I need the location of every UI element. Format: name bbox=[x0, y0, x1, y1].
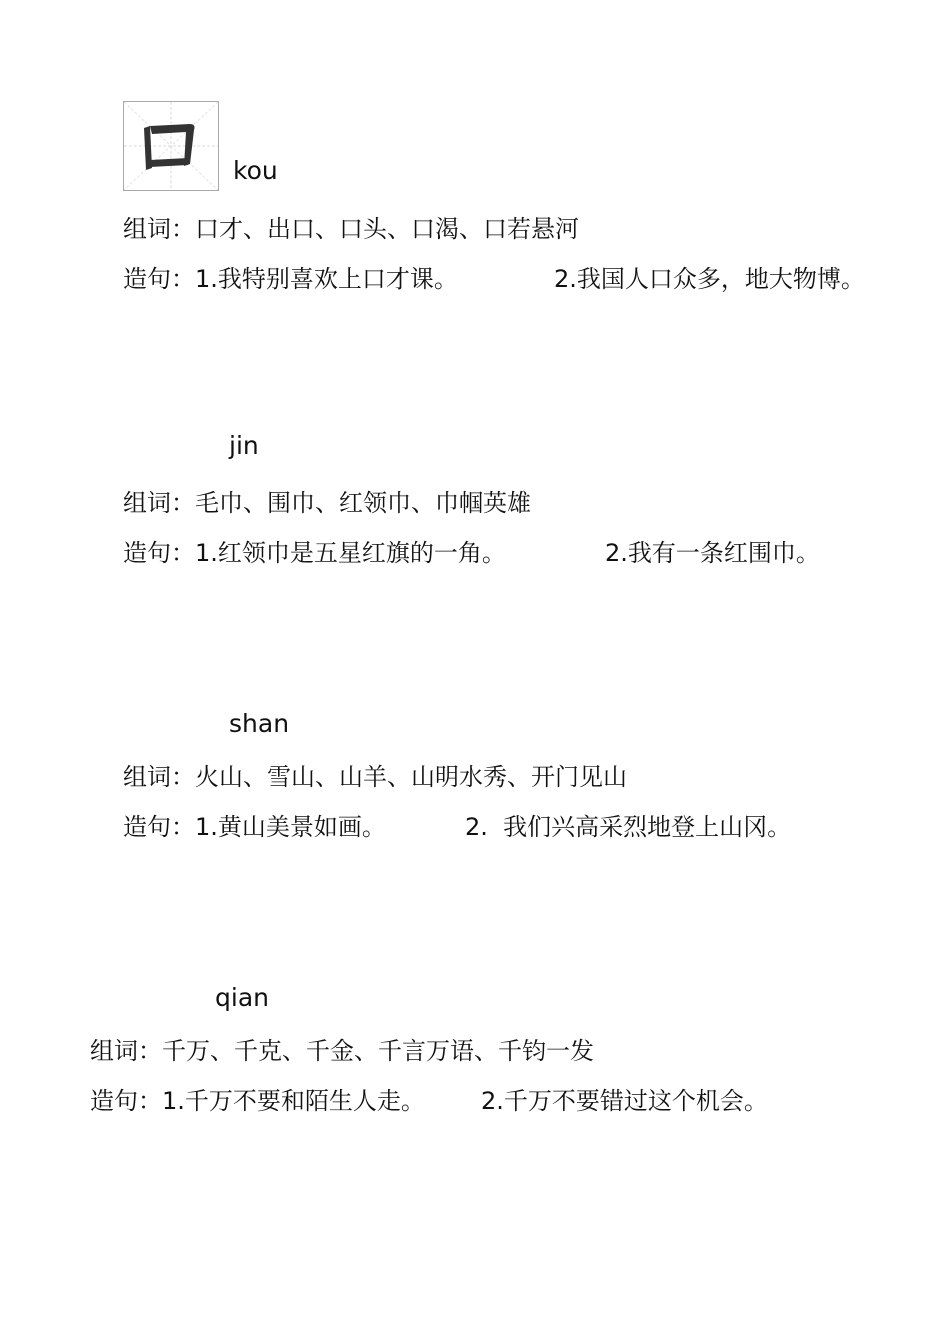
sentence-1: 造句：1.红领巾是五星红旗的一角。 bbox=[123, 539, 506, 567]
sentence-1: 造句：1.黄山美景如画。 bbox=[123, 813, 386, 841]
pinyin-shan: shan bbox=[229, 709, 290, 738]
example-sentences bbox=[123, 812, 923, 842]
pinyin-jin: jin bbox=[229, 431, 259, 460]
word-list: 组词：口才、出口、口头、口渴、口若悬河 bbox=[123, 215, 579, 243]
sentence-2: 2.我国人口众多，地大物博。 bbox=[554, 265, 865, 293]
word-list: 组词：毛巾、围巾、红领巾、巾帼英雄 bbox=[123, 489, 531, 517]
character-practice-box bbox=[123, 101, 219, 191]
pinyin-qian: qian bbox=[215, 983, 269, 1012]
example-sentences bbox=[90, 1086, 890, 1116]
pinyin-kou: kou bbox=[233, 156, 278, 185]
word-list: 组词：火山、雪山、山羊、山明水秀、开门见山 bbox=[123, 763, 627, 791]
example-sentences bbox=[123, 264, 923, 294]
example-sentences bbox=[123, 538, 923, 568]
sentence-2: 2.我有一条红围巾。 bbox=[605, 539, 820, 567]
character-kou-icon bbox=[138, 120, 200, 174]
word-list: 组词：千万、千克、千金、千言万语、千钧一发 bbox=[90, 1037, 594, 1065]
sentence-2: 2.千万不要错过这个机会。 bbox=[481, 1087, 768, 1115]
sentence-2: 2. 我们兴高采烈地登上山冈。 bbox=[465, 813, 792, 841]
sentence-1: 造句：1.千万不要和陌生人走。 bbox=[90, 1087, 425, 1115]
sentence-1: 造句：1.我特别喜欢上口才课。 bbox=[123, 265, 458, 293]
